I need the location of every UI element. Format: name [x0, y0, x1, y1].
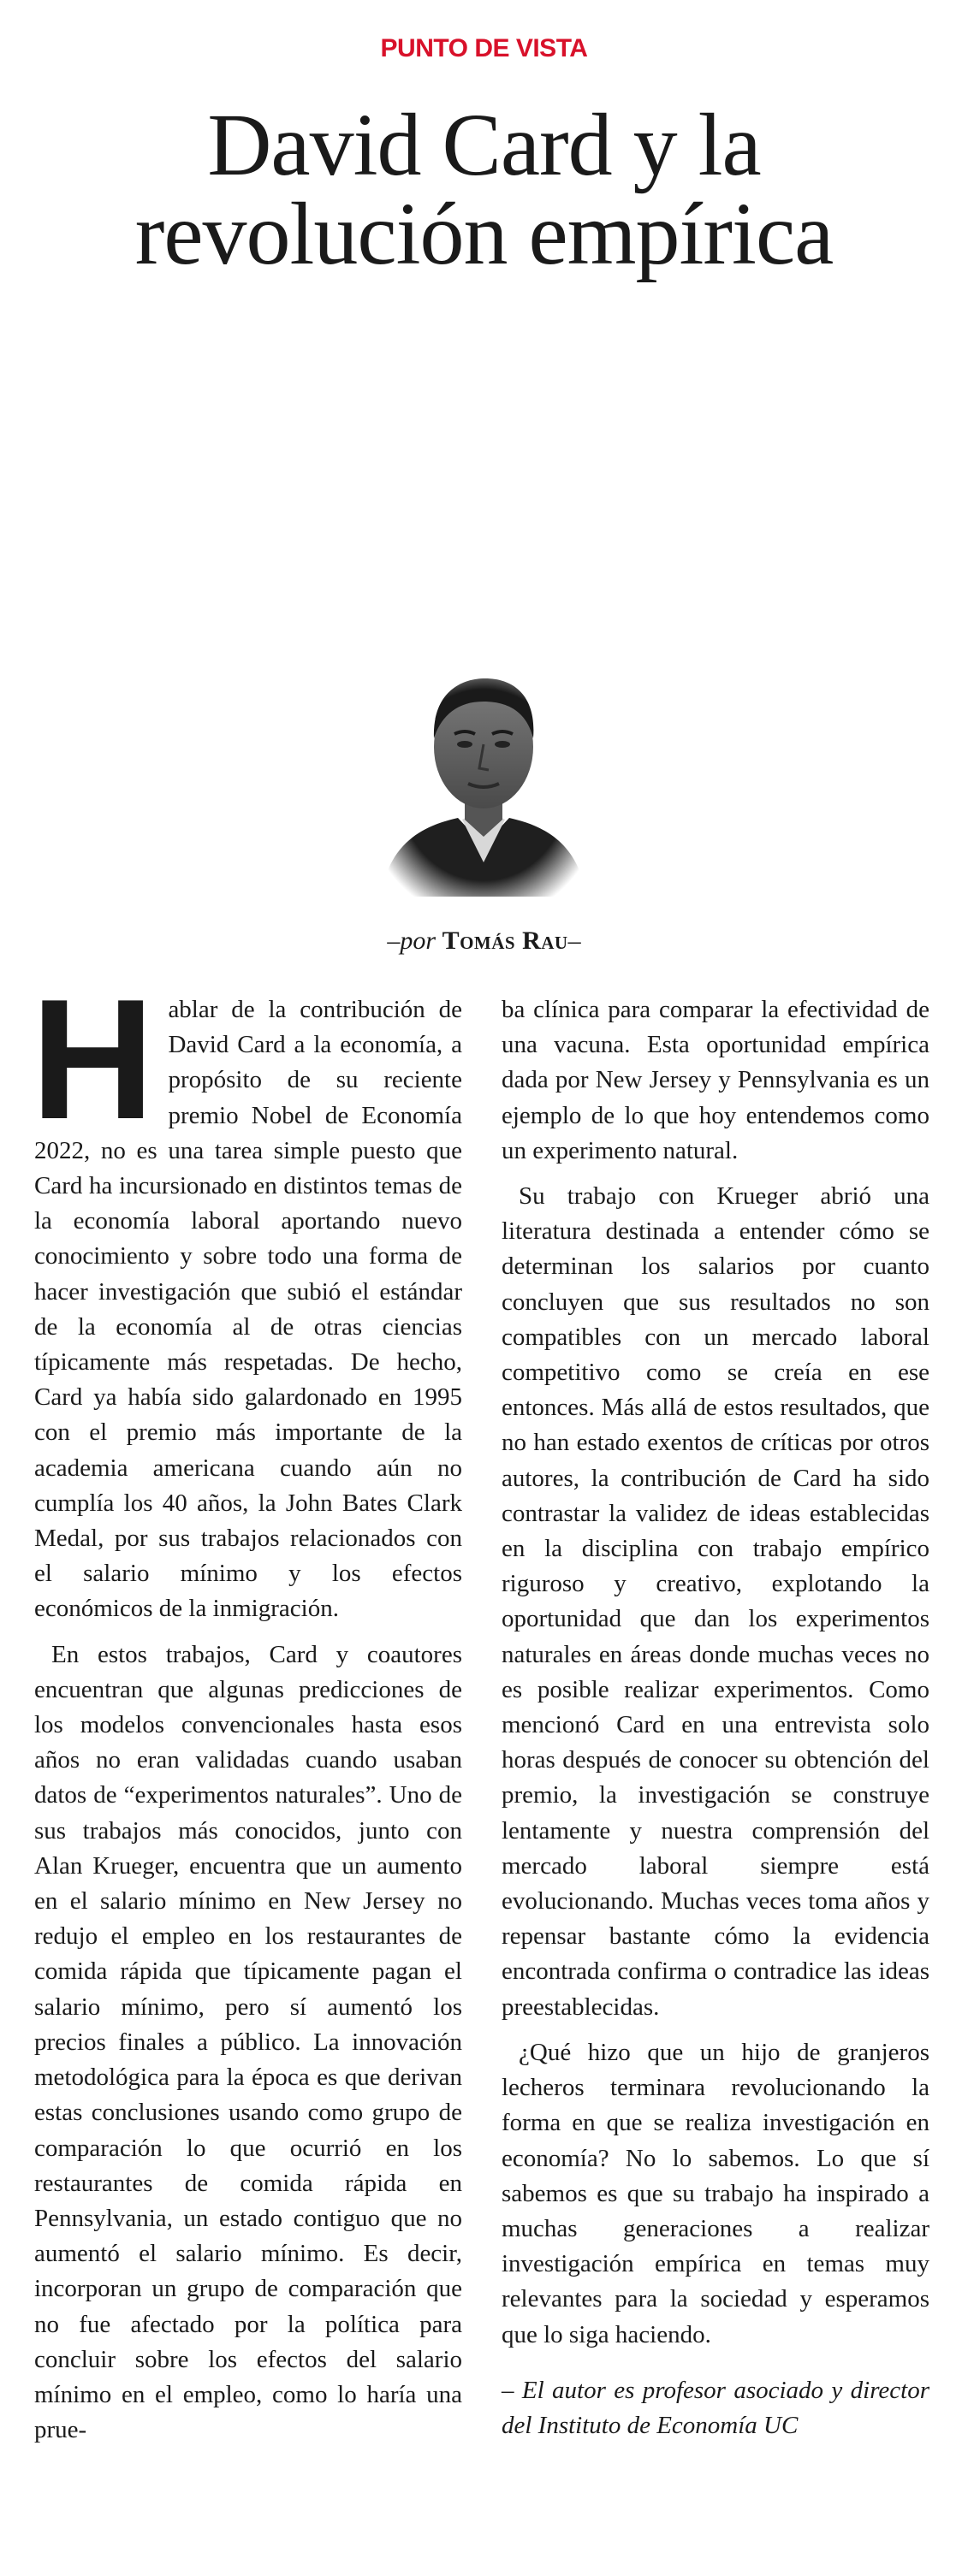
author-portrait [372, 648, 595, 897]
article-paragraph: ¿Qué hizo que un hijo de granjeros lecheros terminara revolucionando la forma en que se realiza investigación en economía? No lo sabemos. Lo que sí sabemos es que su trabajo ha inspirado a muchas generaciones a realizar investigación empírica en temas muy relevantes para la sociedad y esperamos que lo siga haciendo. [502, 2038, 929, 2348]
section-tag: PUNTO DE VISTA [380, 34, 588, 62]
article-paragraph [31, 964, 462, 1627]
article-paragraph: En estos trabajos, Card y coautores encuentran que algunas predicciones de los modelos convencionales hasta esos años no eran validadas cuando usaban datos de “experimentos naturales”. Uno de sus trabajos más conocidos, junto con Alan Krueger, encuentra que un aumento en el salario mínimo en New Jersey no redujo el empleo en los restaurantes de comida rápida que típicamente pagan el salario mínimo, pero sí aumentó los precios finales a público. La innovación metodológica para la época es que derivan estas conclusiones usando como grupo de comparación lo que ocurrió en los restaurantes de comida rápida en Pennsylvania, un estado contiguo que no aumentó el salario mínimo. Es decir, incorporan un grupo de comparación que no fue afectado por la política para concluir sobre los efectos del salario mínimo en el empleo, como lo haría una prue- [34, 1640, 462, 2444]
article-paragraph: Su trabajo con Krueger abrió una literatura destinada a entender cómo se determinan los salarios por cuanto concluyen que sus resultados no son compatibles con un mercado laboral competitivo como se creía en ese entonces. Más allá de estos resultados, que no han estado exentos de críticas por otros autores, la contribución de Card ha sido contrastar la validez de ideas establecidas en la disciplina con trabajo empírico riguroso y creativo, explotando la oportunidad que dan los experimentos naturales en áreas donde muchas veces no es posible realizar experimentos. Como mencionó Card en una entrevista solo horas después de conocer su obtención del premio, la investigación se construye lentamente y nuestra comprensión del mercado laboral siempre está evolucionando. Muchas veces toma años y repensar bastante cómo la evidencia encontrada confirma o contradice las ideas preestablecidas. [502, 1182, 929, 2021]
author-signature: – El autor es profesor asociado y director del Instituto de Economía UC [502, 2376, 929, 2439]
byline-dash-open: – [387, 927, 401, 955]
headline-line-1: David Card y la [207, 96, 761, 194]
byline-por: por [400, 927, 436, 955]
byline-author: Tomás Rau [442, 927, 568, 955]
article-column-left [31, 964, 462, 2458]
byline [0, 927, 968, 956]
drop-cap: H [31, 964, 155, 1155]
byline-dash-close: – [567, 927, 581, 955]
article-column-right [502, 992, 929, 2454]
headline [0, 96, 968, 283]
article-paragraph-1-text: ablar de la contribución de David Card a la economía, a propósito de su reciente premio Nobel de Economía 2022, no es una tarea simple puesto que Card ha incursionado en distintos temas de la economía laboral aportando nuevo conocimiento y sobre todo una forma de hacer investigación que subió el estándar de la economía al de otras ciencias típicamente más respetadas. De hecho, Card ya había sido galardonado en 1995 con el premio más importante de la academia americana cuando aún no cumplía los 40 años, la John Bates Clark Medal, por sus trabajos relacionados con el salario mínimo y los efectos económicos de la inmigración. [34, 996, 462, 1623]
headline-line-2: revolución empírica [134, 185, 834, 283]
article-paragraph: ba clínica para comparar la efectividad de una vacuna. Esta oportunidad empírica dada por New Jersey y Pennsylvania es un ejemplo de lo que hoy entendemos como un experimento natural. [502, 996, 929, 1164]
